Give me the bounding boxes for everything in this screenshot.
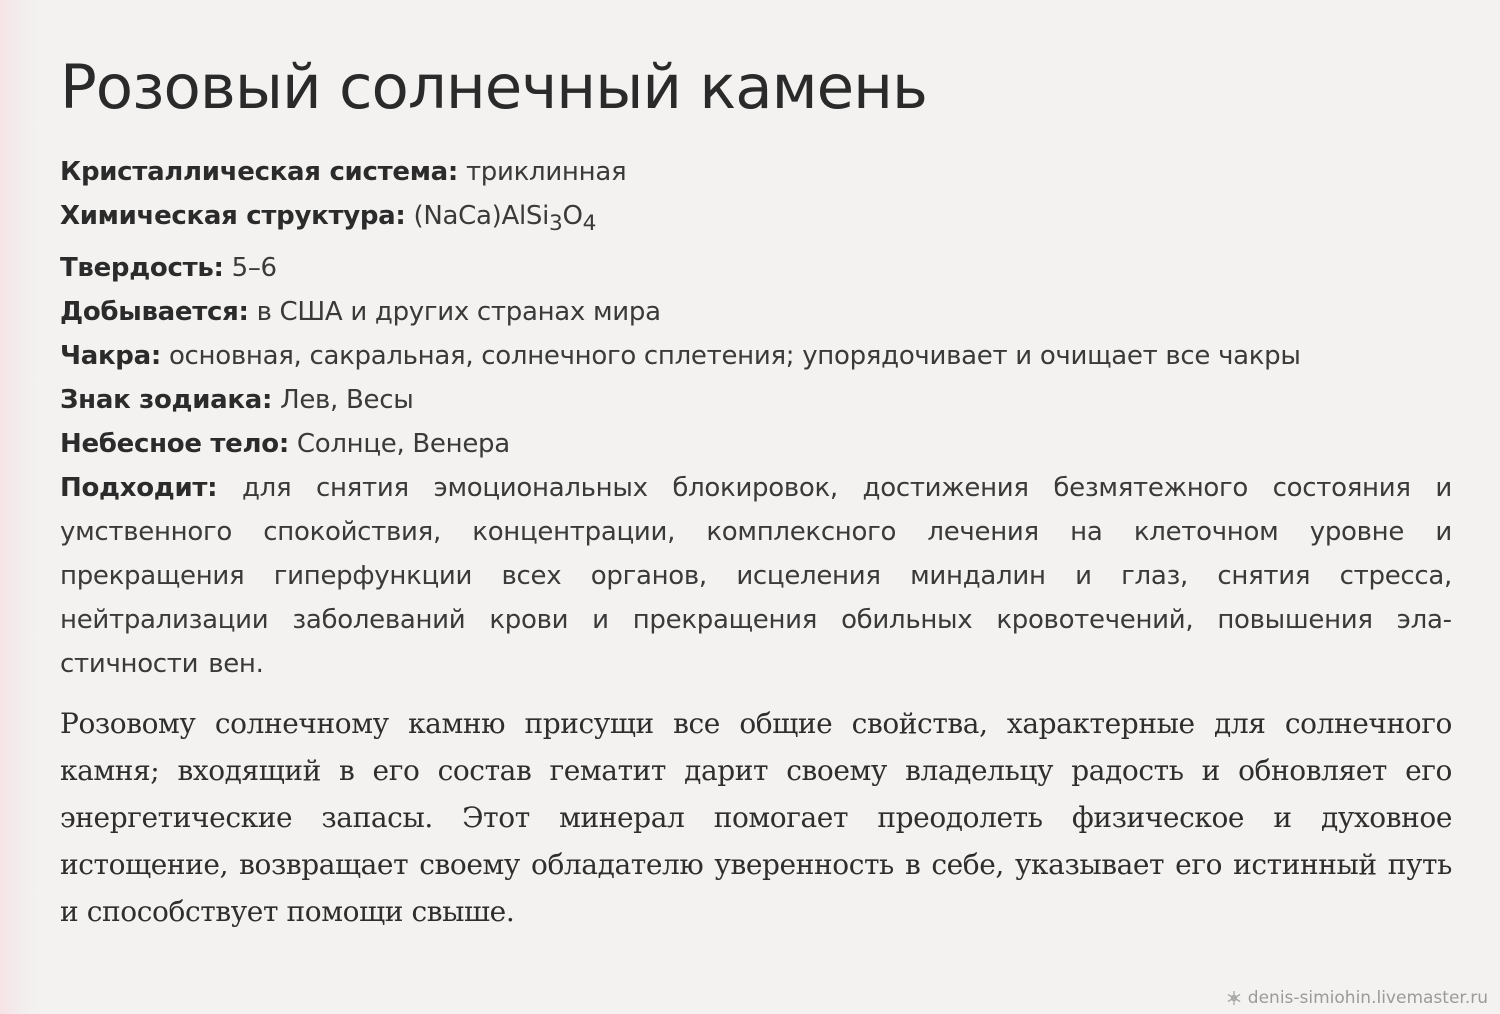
prop-label: Кристаллическая система:	[60, 157, 458, 187]
formula-subscript: 4	[582, 211, 597, 237]
chemical-formula	[413, 201, 597, 237]
watermark	[1226, 988, 1488, 1008]
prop-crystal-system	[60, 150, 1452, 194]
prop-value: триклинная	[465, 157, 627, 187]
prop-label: Знак зодиака:	[60, 385, 273, 416]
properties-list	[60, 150, 1452, 686]
watermark-text: denis-simiohin.livemaster.ru	[1247, 988, 1488, 1008]
prop-chemical-structure	[60, 194, 1452, 246]
description-paragraph: Розовому солнечному камню присущи все общие свойства, характерные для солнечного камня; входящий в его состав гематит дарит своему владельцу радость и обновляет его энергетические запасы. Этот минерал помогает преодолеть физическое и духовное истощение, возвращает своему обладателю уверенность в себе, указывает его истинный путь и способствует помощи свыше.	[60, 707, 1452, 928]
prop-value: Лев, Весы	[280, 385, 414, 416]
page-edge	[0, 0, 40, 1014]
prop-label: Небесное тело:	[60, 429, 289, 460]
prop-hardness	[60, 246, 1452, 290]
formula-part: O	[562, 201, 583, 231]
prop-label: Химическая структура:	[60, 201, 406, 231]
prop-value: 5–6	[231, 253, 277, 284]
prop-celestial-body	[60, 422, 1452, 466]
prop-mined	[60, 290, 1452, 334]
prop-chakra	[60, 334, 1452, 378]
prop-value: для снятия эмоциональных блокировок, достижения безмятежного состояния и умственного спокойствия, концентрации, комплексного лечения на клеточном уровне и прекращения гиперфункции всех органов, исцеления миндалин и глаз, снятия стресса, нейтрализации заболеваний крови и прекращения обильных кровотечений, повышения эластичности вен.	[60, 473, 1452, 680]
prop-label: Добывается:	[60, 297, 249, 328]
formula-subscript: 3	[549, 211, 563, 237]
snowflake-icon	[1226, 990, 1242, 1006]
prop-label: Подходит:	[60, 473, 218, 504]
prop-value: в США и других странах мира	[256, 297, 661, 328]
prop-suits	[60, 466, 1452, 686]
prop-label: Чакра:	[60, 341, 161, 372]
page-title: Розовый солнечный камень	[60, 52, 927, 123]
prop-label: Твердость:	[60, 253, 224, 284]
prop-value: основная, сакральная, солнечного сплетения; упорядочивает и очищает все чакры	[168, 341, 1301, 372]
prop-zodiac	[60, 378, 1452, 422]
prop-value: Солнце, Венера	[296, 429, 510, 460]
formula-part: (NaCa)AlSi	[413, 201, 549, 231]
